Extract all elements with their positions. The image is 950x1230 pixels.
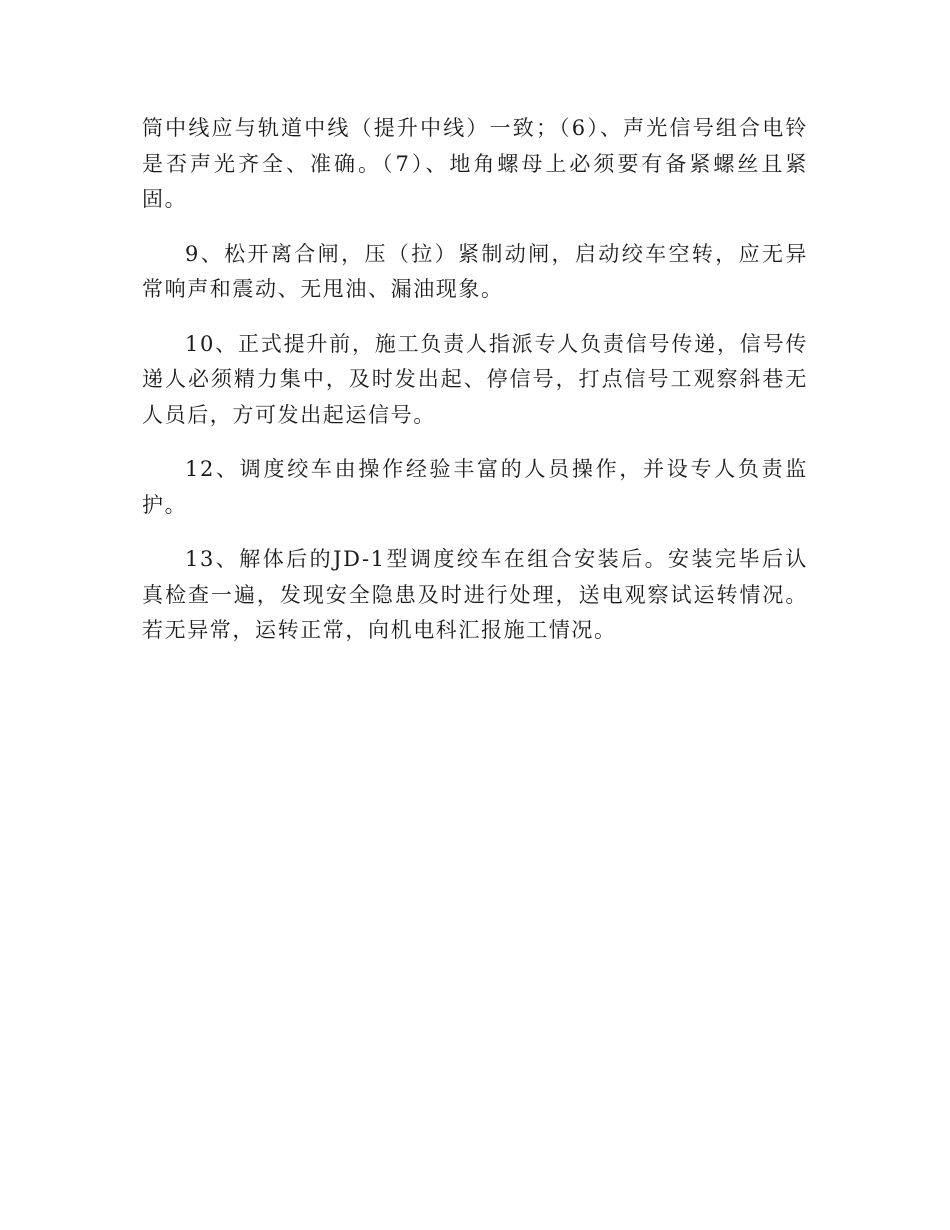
document-body	[142, 111, 808, 668]
paragraph-item-12: 12、调度绞车由操作经验丰富的人员操作，并设专人负责监护。	[142, 457, 808, 517]
paragraph-item-13: 13、解体后的JD-1型调度绞车在组合安装后。安装完毕后认真检查一遍，发现安全隐患及时进行处理，送电观察试运转情况。若无异常，运转正常，向机电科汇报施工情况。	[142, 547, 808, 642]
paragraph-continuation: 筒中线应与轨道中线（提升中线）一致；（6）、声光信号组合电铃是否声光齐全、准确。（7）、地角螺母上必须要有备紧螺丝且紧固。	[142, 116, 808, 211]
paragraph-item-10: 10、正式提升前，施工负责人指派专人负责信号传递，信号传递人必须精力集中，及时发出起、停信号，打点信号工观察斜巷无人员后，方可发出起运信号。	[142, 331, 808, 427]
paragraph-item-9: 9、松开离合闸，压（拉）紧制动闸，启动绞车空转，应无异常响声和震动、无甩油、漏油现象。	[142, 241, 808, 301]
